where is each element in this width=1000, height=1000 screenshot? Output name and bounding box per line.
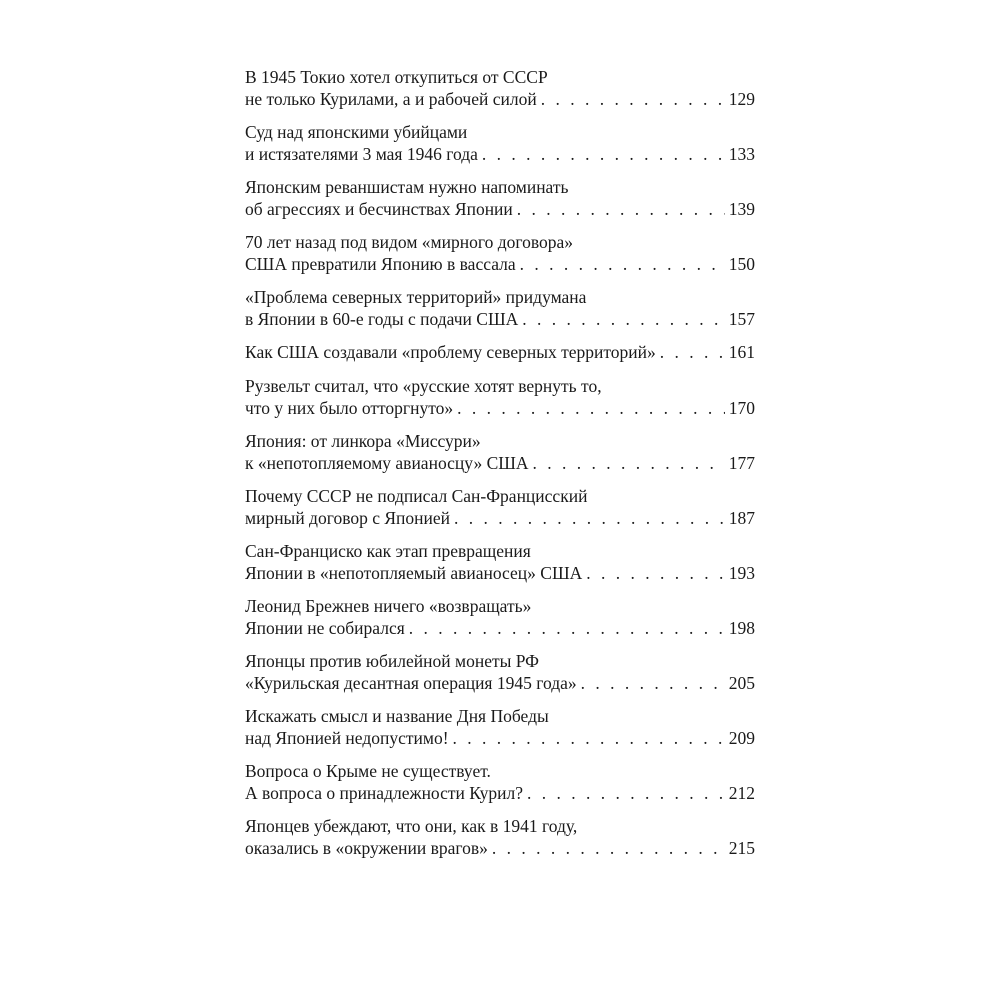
toc-entry-title-line1: «Проблема северных территорий» придумана — [245, 287, 587, 307]
dot-leader — [533, 452, 725, 474]
dot-leader — [453, 727, 725, 749]
toc-entry-title-line1: Японцы против юбилейной монеты РФ — [245, 651, 539, 671]
toc-entry-title-line1: 70 лет назад под видом «мирного договора» — [245, 232, 574, 252]
toc-entry[interactable] — [245, 176, 755, 231]
toc-entry[interactable] — [245, 341, 755, 375]
toc-entry-title-line2: и истязателями 3 мая 1946 года — [245, 144, 478, 164]
toc-entry-title-line2: А вопроса о принадлежности Курил? — [245, 783, 523, 803]
toc-entry-page-number: 133 — [728, 144, 755, 164]
dot-leader — [520, 253, 725, 275]
toc-entry-page-number: 187 — [728, 508, 755, 528]
dot-leader — [482, 143, 725, 165]
toc-entry-title-line1: Вопроса о Крыме не существует. — [245, 761, 491, 781]
toc-entry-page-number: 150 — [728, 254, 755, 274]
toc-entry-page-number: 212 — [728, 783, 755, 803]
dot-leader — [517, 198, 725, 220]
toc-entry-page-number: 170 — [728, 398, 755, 418]
dot-leader — [586, 562, 725, 584]
toc-entry-page-number: 198 — [728, 618, 755, 638]
toc-entry-title-line2: Японии не собирался — [245, 618, 405, 638]
toc-entry-title: Как США создавали «проблему северных территорий» — [245, 342, 656, 362]
toc-entry[interactable] — [245, 430, 755, 485]
toc-entry[interactable] — [245, 650, 755, 705]
dot-leader — [527, 782, 725, 804]
toc-entry-page-number: 209 — [728, 728, 755, 748]
toc-entry[interactable] — [245, 375, 755, 430]
toc-entry[interactable] — [245, 286, 755, 341]
toc-entry[interactable] — [245, 66, 755, 121]
toc-entry-title-line1: Искажать смысл и название Дня Победы — [245, 706, 549, 726]
dot-leader — [522, 308, 724, 330]
toc-entry-title-line1: Леонид Брежнев ничего «возвращать» — [245, 596, 532, 616]
toc-entry[interactable] — [245, 121, 755, 176]
toc-entry-page-number: 177 — [728, 453, 755, 473]
toc-entry-title-line1: Суд над японскими убийцами — [245, 122, 468, 142]
dot-leader — [541, 88, 725, 110]
dot-leader — [660, 341, 725, 363]
toc-entry-title-line2: не только Курилами, а и рабочей силой — [245, 89, 537, 109]
toc-entry-title-line2: оказались в «окружении врагов» — [245, 838, 488, 858]
toc-entry-title-line2: «Курильская десантная операция 1945 года» — [245, 673, 577, 693]
toc-entry-title-line1: Япония: от линкора «Миссури» — [245, 431, 481, 451]
toc-entry-title-line2: в Японии в 60-е годы с подачи США — [245, 309, 519, 329]
table-of-contents — [245, 66, 755, 870]
toc-entry-page-number: 139 — [728, 199, 755, 219]
toc-entry-title-line2: что у них было отторгнуто» — [245, 398, 454, 418]
dot-leader — [454, 507, 725, 529]
toc-entry-page-number: 205 — [728, 673, 755, 693]
toc-entry-title-line2: к «непотопляемому авианосцу» США — [245, 453, 529, 473]
toc-entry[interactable] — [245, 540, 755, 595]
toc-entry[interactable] — [245, 485, 755, 540]
toc-entry-page-number: 161 — [728, 342, 755, 362]
toc-entry[interactable] — [245, 815, 755, 870]
toc-entry-title-line2: мирный договор с Японией — [245, 508, 451, 528]
toc-entry-page-number: 157 — [728, 309, 755, 329]
toc-entry[interactable] — [245, 705, 755, 760]
toc-entry-title-line2: об агрессиях и бесчинствах Японии — [245, 199, 513, 219]
dot-leader — [581, 672, 725, 694]
toc-entry-title-line1: Японским реваншистам нужно напоминать — [245, 177, 569, 197]
toc-entry-page-number: 215 — [728, 838, 755, 858]
toc-entry-title-line1: Почему СССР не подписал Сан-Францисский — [245, 486, 588, 506]
toc-entry-title-line2: США превратили Японию в вассала — [245, 254, 516, 274]
toc-entry[interactable] — [245, 595, 755, 650]
toc-entry[interactable] — [245, 760, 755, 815]
dot-leader — [492, 837, 725, 859]
dot-leader — [457, 397, 725, 419]
toc-entry-title-line1: Японцев убеждают, что они, как в 1941 году, — [245, 816, 578, 836]
toc-entry[interactable] — [245, 231, 755, 286]
toc-entry-page-number: 129 — [728, 89, 755, 109]
toc-entry-title-line1: Сан-Франциско как этап превращения — [245, 541, 531, 561]
toc-entry-title-line1: В 1945 Токио хотел откупиться от СССР — [245, 67, 548, 87]
toc-entry-title-line2: Японии в «непотопляемый авианосец» США — [245, 563, 583, 583]
toc-entry-title-line1: Рузвельт считал, что «русские хотят вернуть то, — [245, 376, 602, 396]
dot-leader — [409, 617, 725, 639]
toc-entry-page-number: 193 — [728, 563, 755, 583]
toc-entry-title-line2: над Японией недопустимо! — [245, 728, 449, 748]
